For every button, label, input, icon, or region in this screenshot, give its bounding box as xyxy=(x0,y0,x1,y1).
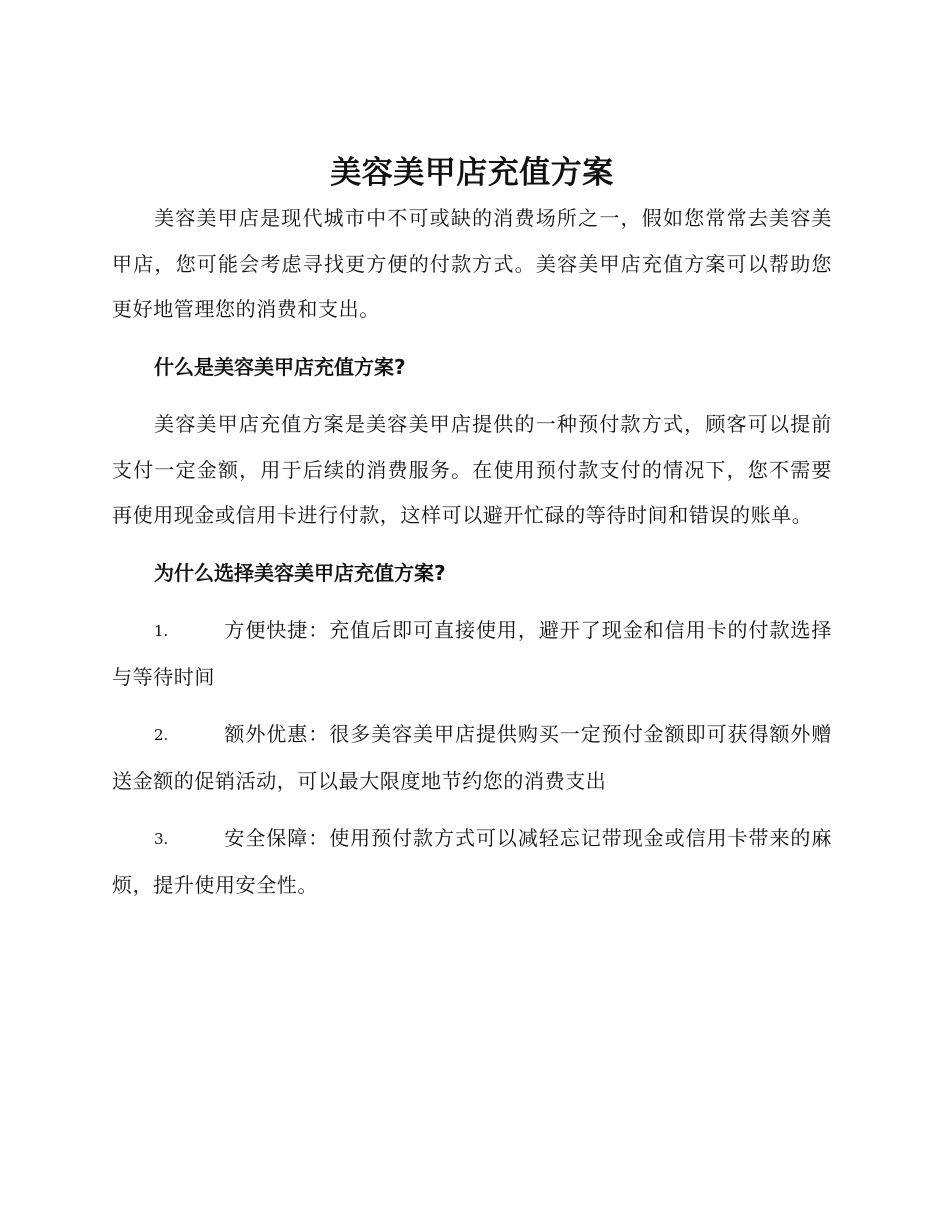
list-item-number: 2. xyxy=(154,726,169,744)
benefits-list xyxy=(112,608,832,908)
list-item-number: 3. xyxy=(154,830,169,848)
list-item-text: 方便快捷：充值后即可直接使用，避开了现金和信用卡的付款选择与等待时间 xyxy=(112,618,832,689)
list-item-number: 1. xyxy=(154,622,169,640)
list-item-text: 额外优惠：很多美容美甲店提供购买一定预付金额即可获得额外赠送金额的促销活动，可以最大限度地节约您的消费支出 xyxy=(112,722,832,793)
document-title: 美容美甲店充值方案 xyxy=(330,155,614,191)
section-heading-what-is: 什么是美容美甲店充值方案? xyxy=(154,354,406,379)
section-heading-why-choose: 为什么选择美容美甲店充值方案? xyxy=(154,560,446,585)
intro-paragraph: 美容美甲店是现代城市中不可或缺的消费场所之一，假如您常常去美容美甲店，您可能会考虑寻找更方便的付款方式。美容美甲店充值方案可以帮助您更好地管理您的消费和支出。 xyxy=(112,206,832,321)
list-item xyxy=(112,816,832,908)
section-paragraph-what-is: 美容美甲店充值方案是美容美甲店提供的一种预付款方式，顾客可以提前支付一定金额，用于后续的消费服务。在使用预付款支付的情况下，您不需要再使用现金或信用卡进行付款，这样可以避开忙碌的等待时间和错误的账单。 xyxy=(112,412,832,527)
list-item-text: 安全保障：使用预付款方式可以减轻忘记带现金或信用卡带来的麻烦，提升使用安全性。 xyxy=(112,826,832,897)
list-item xyxy=(112,712,832,804)
list-item xyxy=(112,608,832,700)
document-content xyxy=(112,150,832,920)
